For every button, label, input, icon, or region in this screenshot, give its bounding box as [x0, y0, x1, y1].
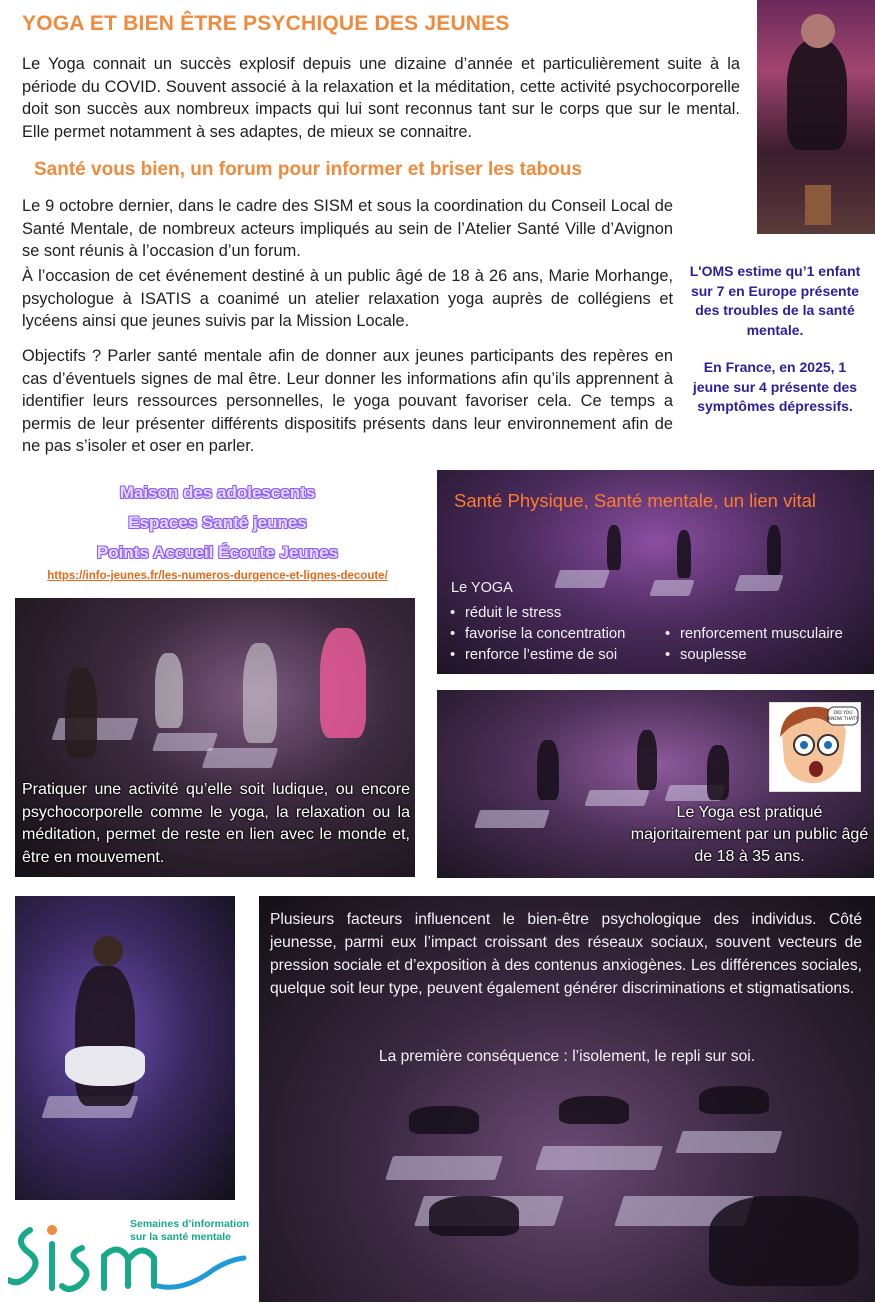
page-title: YOGA ET BIEN ÊTRE PSYCHIQUE DES JEUNES — [22, 12, 510, 35]
sism-logo — [8, 1200, 253, 1300]
bottom-conclusion: La première conséquence : l’isolement, le repli sur soi. — [378, 1048, 756, 1065]
benefits-list-left — [450, 603, 625, 666]
svg-text:DID YOU: DID YOU — [833, 711, 853, 716]
sism-logo-icon — [8, 1200, 253, 1300]
stats-box — [685, 262, 865, 435]
yoga-photo-bottom-left — [15, 896, 235, 1200]
yoga-photo-left — [15, 598, 415, 877]
yoga-photo-right — [437, 690, 874, 878]
svg-text:KNOW THAT?: KNOW THAT? — [828, 717, 858, 722]
intro-paragraph: Le Yoga connait un succès explosif depuis une dizaine d’année et particulièrement suite à la période du COVID. Souvent associé à la relaxation et la méditation, cette activité psychocorporelle doit son succès aux nombreux impacts qui lui sont reconnus tant sur le corps que sur le mental. Elle permet notamment à ses adaptes, de mieux se connaitre. — [22, 55, 740, 141]
yoga-photo-bottom-right — [259, 896, 875, 1302]
workshop-paragraph: À l’occasion de cet événement destiné à un public âgé de 18 à 26 ans, Marie Morhange, psychologue à ISATIS a coanimé un atelier relaxation yoga auprès de collégiens et lycéens ainsi que jeunes suivis par la Mission Locale. — [22, 267, 673, 330]
yoga-photo-top-right — [757, 0, 875, 234]
resources-list — [15, 478, 420, 582]
sism-tagline: Semaines d’information sur la santé mentale — [130, 1218, 250, 1243]
resource-item: Maison des adolescents — [119, 483, 316, 502]
resource-item: Points Accueil Écoute Jeunes — [96, 543, 339, 562]
benefit-item: • favorise la concentration — [450, 624, 625, 645]
yoga-benefits-panel — [437, 470, 874, 674]
caption-left: Pratiquer une activité qu’elle soit ludique, ou encore psychocorporelle comme le yoga, la relaxation ou la méditation, permet de reste en lien avec le monde et, être en mouvement. — [22, 781, 410, 866]
resource-item: Espaces Santé jeunes — [128, 513, 307, 532]
benefit-item: • réduit le stress — [450, 603, 625, 624]
bottom-paragraph: Plusieurs facteurs influencent le bien-être psychologique des individus. Côté jeunesse, parmi eux l’impact croissant des réseaux sociaux, souvent vecteurs de pression sociale et d’exposition à des contenus anxiogènes. Les différences sociales, quelque soit leur type, peuvent également générer discriminations et stigmatisations. — [270, 911, 862, 997]
section-subtitle: Santé vous bien, un forum pour informer et briser les tabous — [34, 159, 582, 180]
stat-france: En France, en 2025, 1 jeune sur 4 présente des symptômes dépressifs. — [692, 359, 858, 414]
benefit-item: • renforcement musculaire — [665, 624, 843, 645]
panel-lead: Le YOGA — [451, 580, 513, 596]
stat-oms: L'OMS estime qu’1 enfant sur 7 en Europe présente des troubles de la santé mentale. — [689, 263, 861, 338]
resources-link[interactable]: https://info-jeunes.fr/les-numeros-durgence-et-lignes-decoute/ — [47, 570, 388, 582]
caption-right: Le Yoga est pratiqué majoritairement par un public âgé de 18 à 35 ans. — [630, 804, 869, 865]
forum-paragraph: Le 9 octobre dernier, dans le cadre des SISM et sous la coordination du Conseil Local de Santé Mentale, de nombreux acteurs impliqués au sein de l’Atelier Santé Ville d’Avignon se sont réunis à l’occasion d’un forum. — [22, 197, 673, 260]
benefit-item: • renforce l’estime de soi — [450, 645, 625, 666]
objectives-paragraph: Objectifs ? Parler santé mentale afin de donner aux jeunes participants des repères en cas d’éventuels signes de mal être. Leur donner les informations afin qu’ils apprennent à identifier leurs ressources personnelles, le yoga pouvant favoriser cela. Ce temps a permis de leur présenter différents dispositifs présents dans leur environnement afin de ne pas s’isoler et oser en parler. — [22, 347, 673, 455]
panel-title: Santé Physique, Santé mentale, un lien vital — [454, 490, 817, 511]
surprised-face-icon — [770, 703, 860, 791]
benefit-item: • souplesse — [665, 645, 843, 666]
did-you-know-image — [769, 702, 861, 792]
benefits-list-right — [665, 624, 843, 666]
